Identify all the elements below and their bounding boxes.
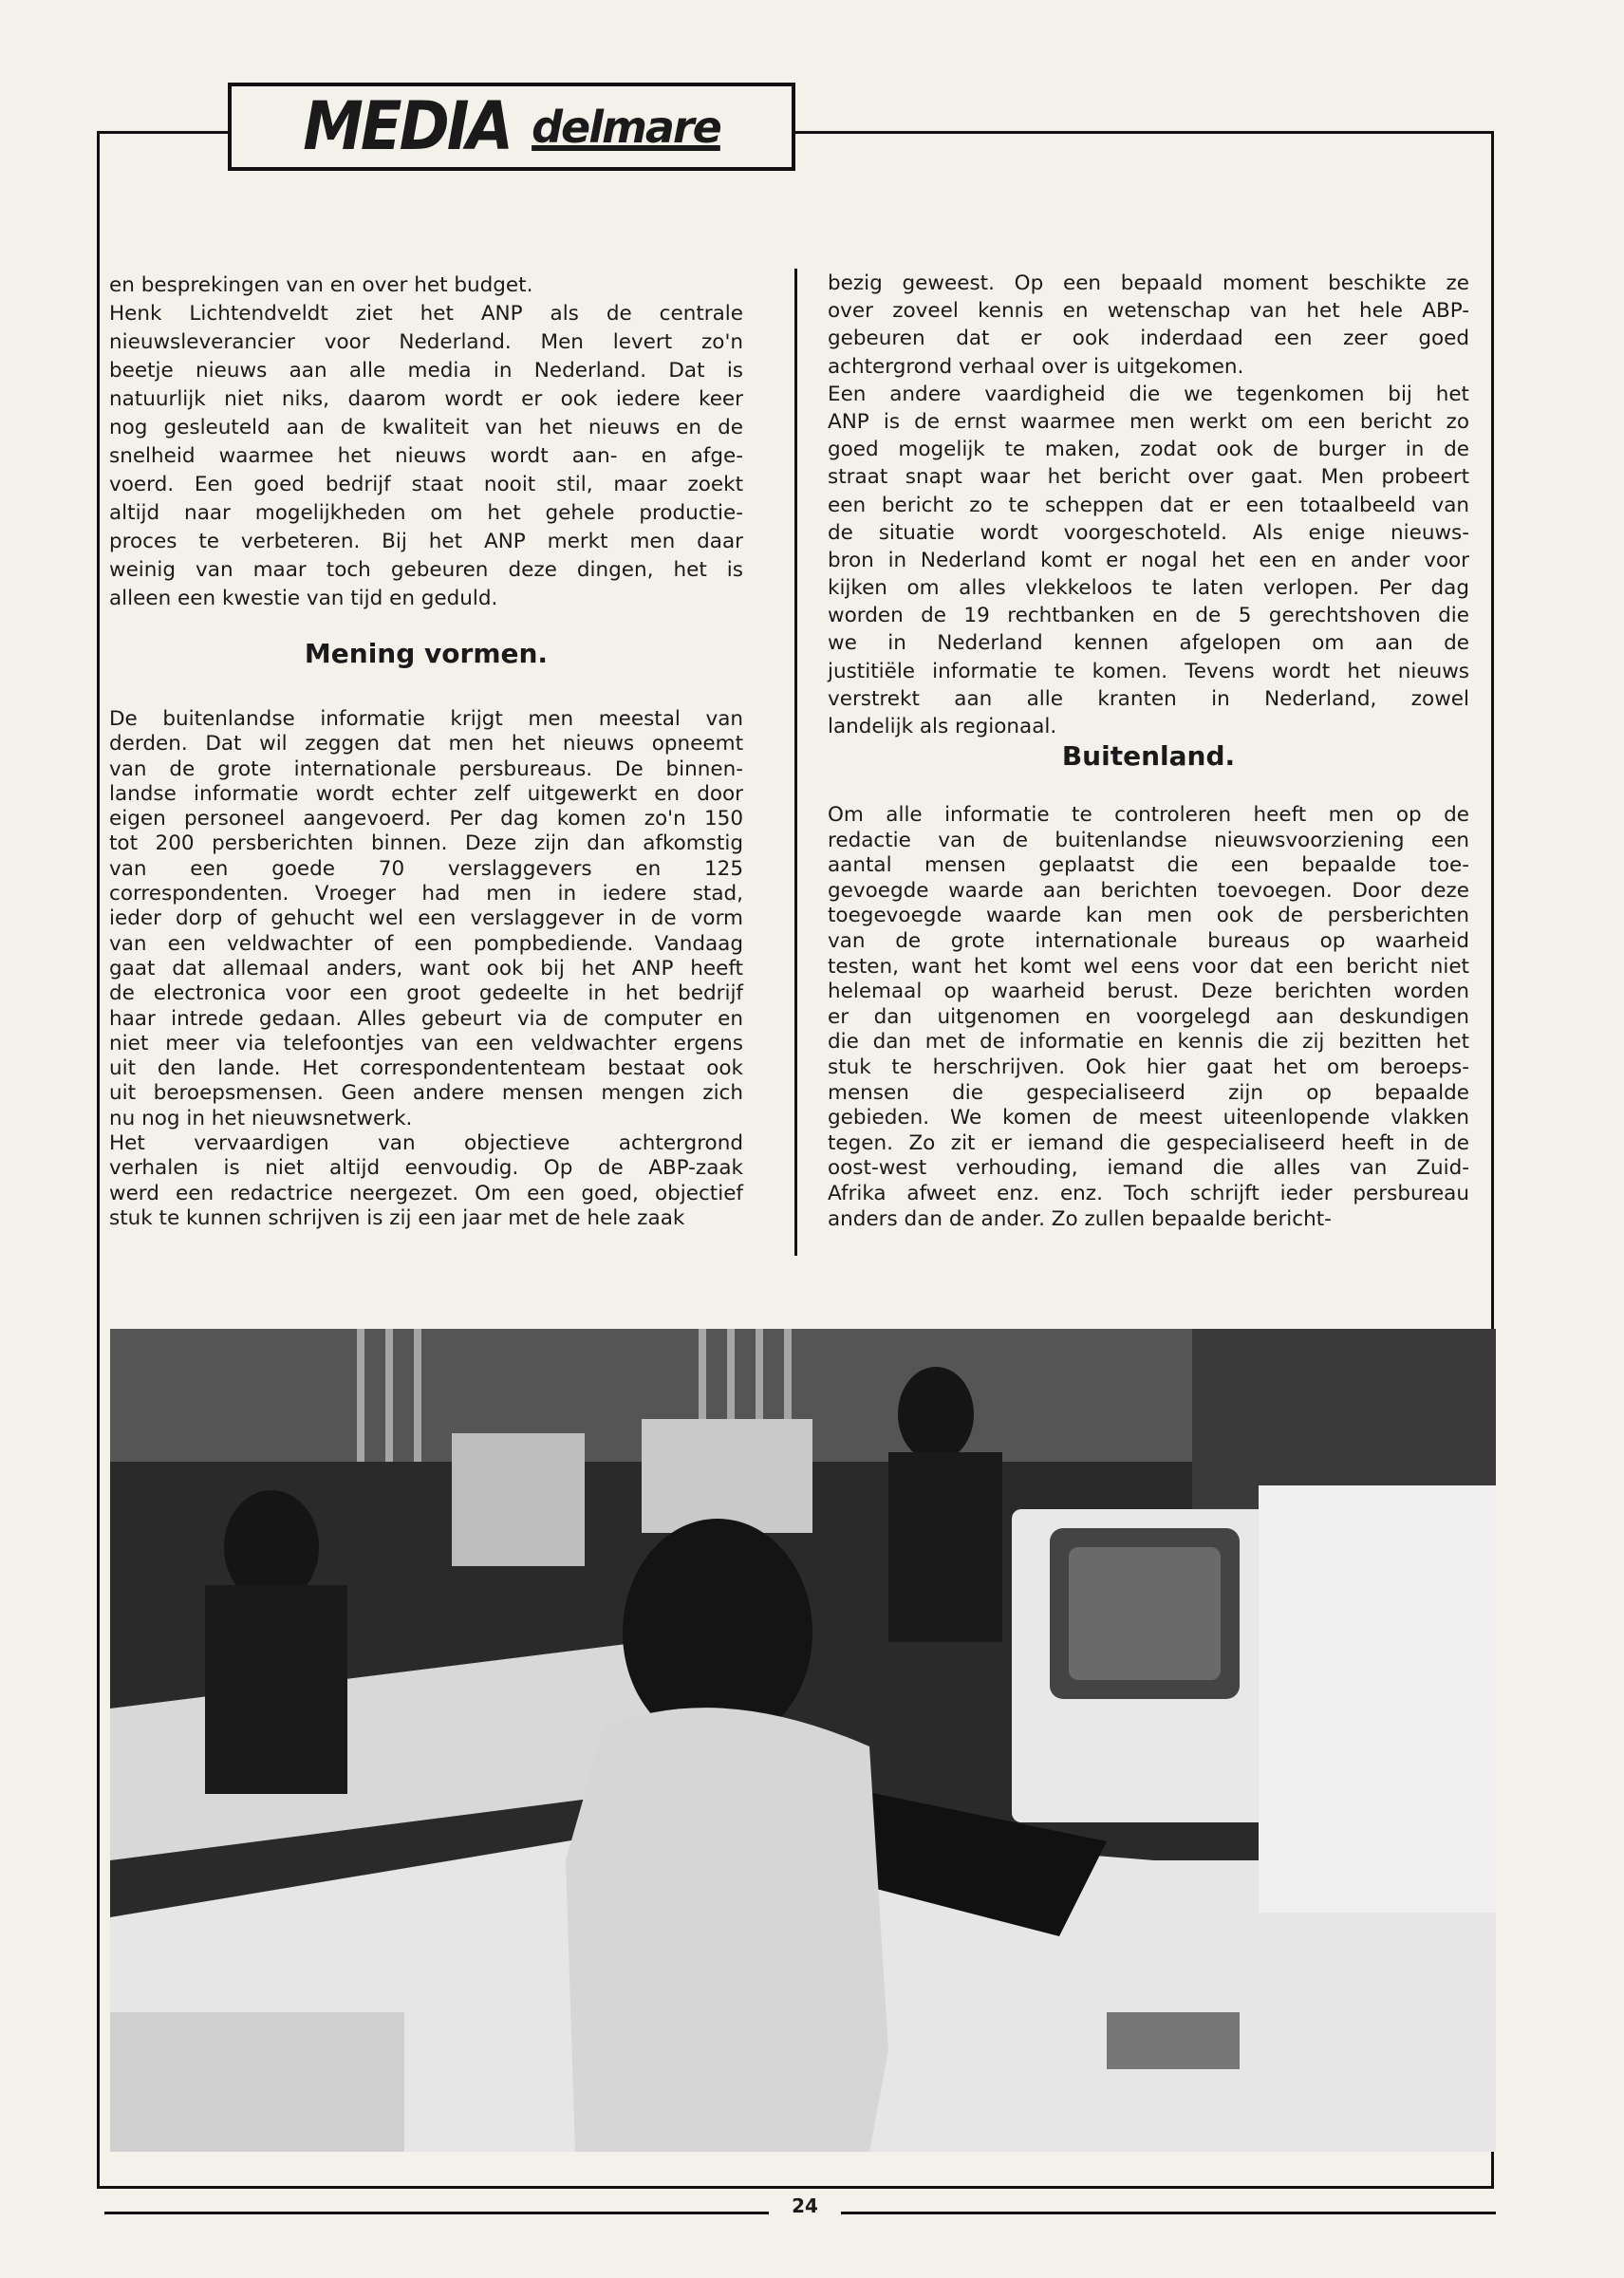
right-column-intro <box>828 270 1469 740</box>
text-line: tot 200 persberichten binnen. Deze zijn dan afkomstig <box>109 831 743 856</box>
text-line: stuk te kunnen schrijven is zij een jaar met de hele zaak <box>109 1205 685 1230</box>
text-line: kijken om alles vlekkeloos te laten verlopen. Per dag <box>828 576 1469 601</box>
text-line: justitiële informatie te komen. Tevens wordt het nieuws <box>828 659 1469 683</box>
text-line: anders dan de ander. Zo zullen bepaalde bericht- <box>828 1206 1332 1231</box>
right-column-body <box>828 803 1469 1232</box>
text-line: over zoveel kennis en wetenschap van het hele ABP- <box>828 299 1469 324</box>
column-divider <box>794 269 797 1256</box>
text-line: worden de 19 rechtbanken en de 5 gerechtshoven die <box>828 604 1469 628</box>
text-line: gevoegde waarde aan berichten toevoegen. Door deze <box>828 878 1469 903</box>
text-line: er dan uitgenomen en voorgelegd aan deskundigen <box>828 1004 1469 1029</box>
text-line: natuurlijk niet niks, daarom wordt er ook iedere keer <box>109 387 743 411</box>
footer-rule-left <box>104 2212 769 2214</box>
text-line: van een veldwachter of een pompbediende. Vandaag <box>109 931 743 956</box>
text-line: helemaal op waarheid berust. Deze berichten worden <box>828 980 1469 1004</box>
text-line: gaat dat allemaal anders, want ook bij het ANP heeft <box>109 956 743 980</box>
text-line: correspondenten. Vroeger had men in iedere stad, <box>109 882 743 906</box>
text-line: Om alle informatie te controleren heeft men op de <box>828 803 1469 827</box>
text-line: haar intrede gedaan. Alles gebeurt via de computer en <box>109 1006 743 1031</box>
text-line: aantal mensen geplaatst die een bepaalde toe- <box>828 853 1469 878</box>
text-line: uit beroepsmensen. Geen andere mensen mengen zich <box>109 1081 743 1106</box>
text-line: Het vervaardigen van objectieve achtergrond <box>109 1131 743 1156</box>
left-column-body <box>109 707 743 1231</box>
masthead-subtitle: delmare <box>532 101 720 153</box>
text-line: beetje nieuws aan alle media in Nederland. Dat is <box>109 359 743 383</box>
section-heading-mening-vormen: Mening vormen. <box>304 638 549 669</box>
text-line: snelheid waarmee het nieuws wordt aan- en afge- <box>109 444 743 468</box>
text-line: Een andere vaardigheid die we tegenkomen bij het <box>828 382 1469 406</box>
text-line: uit den lande. Het correspondententeam bestaat ook <box>109 1056 743 1081</box>
text-line: nu nog in het nieuwsnetwerk. <box>109 1106 413 1130</box>
text-line: verstrekt aan alle kranten in Nederland, zowel <box>828 686 1469 711</box>
text-line: altijd naar mogelijkheden om het gehele productie- <box>109 501 743 525</box>
text-line: oost-west verhouding, iemand die alles van Zuid- <box>828 1156 1469 1181</box>
text-line: Henk Lichtendveldt ziet het ANP als de centrale <box>109 302 743 326</box>
text-line: gebeuren dat er ook inderdaad een zeer goed <box>828 327 1469 351</box>
text-line: niet meer via telefoontjes van een veldwachter ergens <box>109 1031 743 1055</box>
section-heading-buitenland: Buitenland. <box>1061 740 1236 772</box>
text-line: toegevoegde waarde kan men ook de persberichten <box>828 904 1469 928</box>
text-line: de electronica voor een groot gedeelte in het bedrijf <box>109 981 743 1006</box>
masthead-logo <box>228 83 795 171</box>
text-line: achtergrond verhaal over is uitgekomen. <box>828 354 1244 379</box>
text-line: alleen een kwestie van tijd en geduld. <box>109 587 498 610</box>
text-line: nieuwsleverancier voor Nederland. Men levert zo'n <box>109 330 743 354</box>
page-number: 24 <box>792 2194 818 2217</box>
text-line: stuk te herschrijven. Ook hier gaat het om beroeps- <box>828 1055 1469 1079</box>
text-line: mensen die gespecialiseerd zijn op bepaalde <box>828 1080 1469 1105</box>
text-line: landelijk als regionaal. <box>828 715 1057 738</box>
text-line: De buitenlandse informatie krijgt men meestal van <box>109 707 743 731</box>
text-line: nog gesleuteld aan de kwaliteit van het nieuws en de <box>109 416 743 439</box>
text-line: straat snapt waar het bericht over gaat. Men probeert <box>828 465 1469 490</box>
text-line: bezig geweest. Op een bepaald moment beschikte ze <box>828 271 1469 295</box>
text-line: eigen personeel aangevoerd. Per dag komen zo'n 150 <box>109 807 743 831</box>
text-line: verhalen is niet altijd eenvoudig. Op de ABP-zaak <box>109 1156 743 1181</box>
text-line: ieder dorp of gehucht wel een verslaggever in de vorm <box>109 906 743 931</box>
text-line: tegen. Zo zit er iemand die gespecialiseerd heeft in de <box>828 1130 1469 1155</box>
text-line: de situatie wordt voorgeschoteld. Als enige nieuws- <box>828 520 1469 545</box>
newsroom-photo <box>110 1329 1496 2152</box>
text-line: derden. Dat wil zeggen dat men het nieuws opneemt <box>109 732 743 756</box>
text-line: Afrika afweet enz. enz. Toch schrijft ieder persbureau <box>828 1181 1469 1205</box>
left-column-intro <box>109 271 743 613</box>
masthead-title: MEDIA <box>303 87 512 166</box>
text-line: testen, want het komt wel eens voor dat een bericht niet <box>828 954 1469 979</box>
text-line: weinig van maar toch gebeuren deze dingen, het is <box>109 558 743 582</box>
text-line: voerd. Een goed bedrijf staat nooit stil, maar zoekt <box>109 473 743 496</box>
text-line: gebieden. We komen de meest uiteenlopende vlakken <box>828 1106 1469 1130</box>
text-line: van de grote internationale persbureaus. De binnen- <box>109 756 743 781</box>
text-line: van een goede 70 verslaggevers en 125 <box>109 856 743 881</box>
text-line: proces te verbeteren. Bij het ANP merkt men daar <box>109 530 743 553</box>
text-line: die dan met de informatie en kennis die zij bezitten het <box>828 1030 1469 1055</box>
text-line: ANP is de ernst waarmee men werkt om een bericht zo <box>828 409 1469 434</box>
text-line: bron in Nederland komt er nogal het een en ander voor <box>828 548 1469 572</box>
text-line: werd een redactrice neergezet. Om een goed, objectief <box>109 1181 743 1205</box>
text-line: en besprekingen van en over het budget. <box>109 273 533 297</box>
text-line: landse informatie wordt echter zelf uitgewerkt en door <box>109 781 743 806</box>
text-line: goed mogelijk te maken, zodat ook de burger in de <box>828 438 1469 462</box>
text-line: van de grote internationale bureaus op waarheid <box>828 928 1469 953</box>
text-line: we in Nederland kennen afgelopen om aan de <box>828 631 1469 656</box>
footer-rule-right <box>841 2212 1496 2214</box>
text-line: redactie van de buitenlandse nieuwsvoorziening een <box>828 828 1469 852</box>
text-line: een bericht zo te scheppen dat er een totaalbeeld van <box>828 493 1469 517</box>
